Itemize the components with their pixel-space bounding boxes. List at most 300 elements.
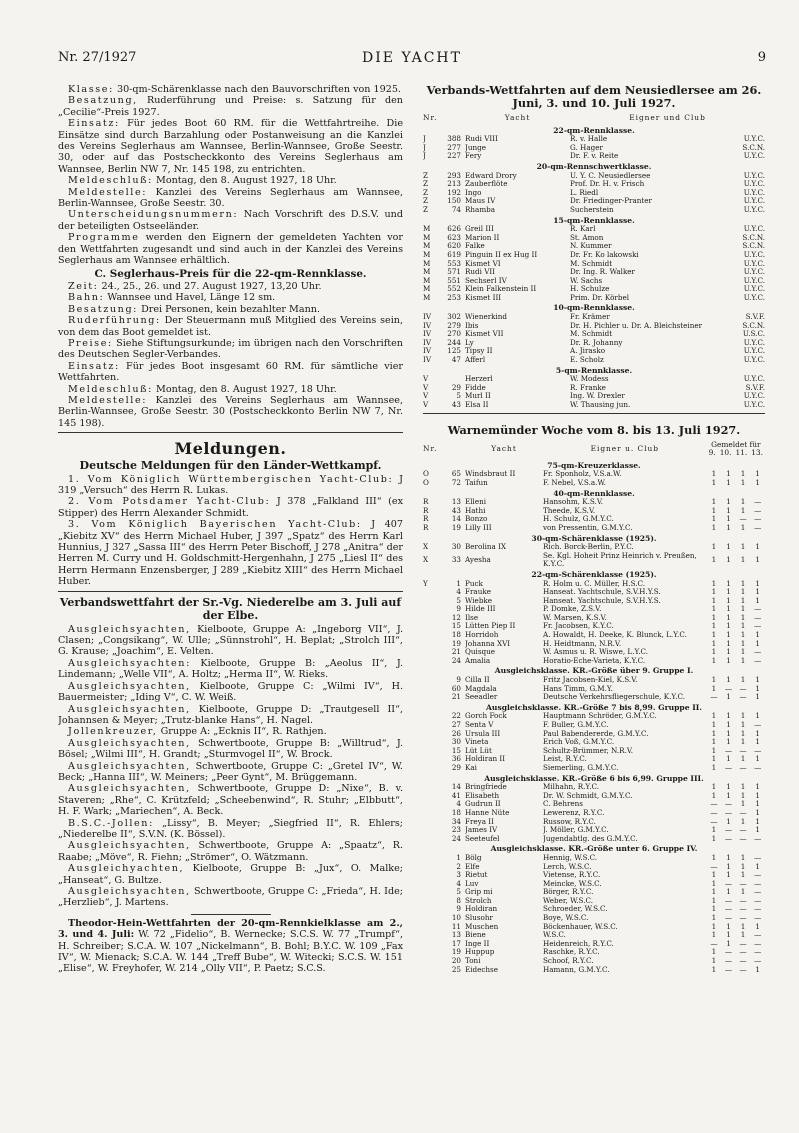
yacht-name: Kismet VI [465, 259, 501, 268]
entry-9: 1 [711, 470, 717, 479]
owner-club: Schoof, R.Y.C. [543, 957, 594, 966]
yacht-name: Bonzo [465, 515, 488, 524]
owner: R. Karl [570, 225, 596, 234]
sail-number: 74 [451, 205, 461, 214]
entry-11: 1 [740, 676, 746, 685]
entry-10: 1 [726, 605, 731, 614]
paragraph-key: Preise: [68, 337, 113, 349]
entry-13: 1 [755, 862, 760, 871]
table-row [423, 401, 765, 410]
entry-9: 1 [711, 613, 717, 622]
class-row [423, 302, 765, 313]
sail-letter: IV [423, 330, 432, 339]
paragraph-text: Montag, den 8. August 1927, 18 Uhr. [152, 383, 337, 395]
sail-letter [423, 792, 441, 801]
table-row [423, 835, 765, 844]
paragraph [58, 519, 403, 587]
sail-number: 2 [456, 862, 461, 871]
entry-11: — [739, 746, 747, 755]
paragraph [58, 474, 403, 497]
paragraph-key: Jollenkreuzer, [68, 726, 158, 738]
sail-letter [423, 966, 441, 975]
sail-number: 1 [456, 853, 461, 862]
gemeldet-label: Gemeldet für [711, 439, 761, 449]
entry-9: 1 [711, 888, 717, 897]
entry-10: — [724, 914, 733, 923]
sail-number [441, 375, 465, 384]
paragraph [58, 726, 403, 737]
page-header [58, 50, 766, 72]
entry-13: — [754, 605, 762, 614]
club: U.Y.C. [743, 180, 765, 189]
sail-number: 227 [447, 152, 461, 161]
class-row [423, 533, 765, 544]
entry-11: — [739, 826, 747, 835]
sail-number: 12 [451, 613, 461, 622]
heading-neusiedlersee: Verbands-Wettfahrten auf dem Neusiedlersee am 26. Juni, 3. und 10. Juli 1927. [426, 84, 762, 110]
sail-letter: M [423, 268, 431, 277]
sail-letter [423, 931, 441, 940]
entry-10: 1 [726, 783, 731, 792]
entry-11: 1 [740, 648, 746, 657]
paragraph-text: Schwertboote, Gruppe A: „Spaatz“, R. Raabe; „Möve“, R. Fiehn; „Strömer“, O. Wätzmann. [58, 840, 403, 863]
owner: Dr. Ing. R. Walker [570, 268, 635, 277]
paragraph-key: 2. Vom Potsdamer Yacht-Club: [68, 496, 271, 508]
entry-11: — [739, 896, 747, 905]
sail-number: 11 [451, 922, 461, 931]
day-label: 13. [751, 448, 763, 458]
entry-9: 1 [711, 648, 717, 657]
sail-number: 18 [451, 808, 461, 817]
paragraph-text: J 378 „Falkland III“ (ex Stipper) des Herrn Alexander Schmidt. [58, 496, 403, 519]
owner-club: H. Schulz, G.M.Y.C. [543, 515, 614, 524]
owner-club: W. Asmus u. R. Wiswe, L.Y.C. [543, 648, 649, 657]
table-row [423, 940, 765, 949]
paragraph-text: Ruderführung und Preise: s. Satzung für den „Cecilie“-Preis 1927. [58, 95, 403, 118]
entry-9: 1 [711, 871, 717, 880]
entry-11: — [739, 763, 747, 772]
club: U.Y.C. [743, 293, 765, 302]
table-row [423, 747, 765, 756]
owner-club: Meincke, W.S.C. [543, 879, 602, 888]
entry-13: — [754, 523, 762, 532]
sail-letter: V [423, 375, 429, 384]
entry-10: 1 [726, 631, 731, 640]
owner: Ing. W. Drexler [570, 392, 625, 401]
entry-13: 1 [755, 588, 760, 597]
paragraph-text: Der Steuermann muß Mitglied des Vereins sein, von dem das Boot gemeldet ist. [58, 315, 403, 338]
entry-13: — [754, 957, 762, 966]
paragraph-key: Ausgleichsyachten, [68, 783, 191, 795]
club: U.Y.C. [743, 171, 765, 180]
entry-9: 1 [711, 712, 717, 721]
entry-10: — [724, 879, 733, 888]
sail-number: 270 [447, 330, 461, 339]
entry-10: — [724, 684, 733, 693]
yacht-name: Ayesha [465, 555, 491, 565]
table-header-row [423, 113, 765, 125]
yacht-name: Senta V [465, 721, 494, 729]
left-column [58, 84, 403, 1084]
yacht-name: Horridoh [465, 631, 499, 640]
paragraph [58, 681, 403, 704]
sail-letter [423, 826, 441, 835]
sail-number: 22 [451, 712, 461, 721]
sail-number: 9 [456, 605, 461, 614]
col-owner: Eigner und Club [629, 113, 706, 122]
class-name: 30-qm-Schärenklasse (1925). [531, 533, 657, 543]
owner-club: A. Howaldt, H. Deeke, K. Blunck, L.Y.C. [543, 631, 687, 640]
yacht-name: Amalia [465, 656, 491, 665]
entry-9: 1 [711, 721, 717, 729]
entry-11: 1 [740, 791, 746, 800]
entry-10: 1 [726, 693, 731, 702]
owner: Dr. H. Pichler u. Dr. A. Bleichsteiner [570, 321, 703, 330]
sail-letter [423, 738, 441, 747]
entry-13: — [754, 853, 762, 862]
paragraph-text: Kielboote, Gruppe B: „Aeolus II“, J. Lindemann; „Welle VII“, A. Holtz; „Herma II“, W. Rieks. [58, 657, 403, 681]
yacht-name: Rudi VII [465, 268, 496, 277]
table-row [423, 888, 765, 897]
table-row [423, 356, 765, 365]
paragraph [58, 624, 403, 658]
sail-letter: Z [423, 171, 428, 180]
entry-13: 1 [755, 596, 760, 605]
col-owner: Eigner u. Club [590, 443, 660, 453]
entry-13: 1 [755, 478, 760, 487]
paragraph [58, 704, 403, 727]
paragraph [58, 496, 403, 519]
entry-11: 1 [740, 478, 746, 487]
sail-number: 24 [451, 656, 461, 665]
entry-13: — [754, 498, 762, 507]
entry-11: 1 [740, 755, 746, 764]
club: S.V.F. [745, 383, 765, 392]
table-row [423, 515, 765, 524]
yacht-name: Junge [465, 143, 486, 152]
sail-number: 33 [451, 555, 461, 565]
table-row [423, 180, 765, 189]
entry-13: — [754, 939, 762, 948]
sail-letter [423, 914, 441, 923]
sail-number: 620 [447, 242, 461, 251]
owner-club: Hennig, W.S.C. [543, 853, 598, 862]
yacht-name: Grip mi [465, 888, 493, 897]
sail-letter: R [423, 515, 429, 524]
sail-letter [423, 940, 441, 949]
table-row [423, 721, 765, 730]
entry-11: 1 [740, 596, 746, 605]
entry-11: 1 [740, 862, 746, 871]
class-name: 20-qm-Rennschwertklasse. [536, 161, 652, 171]
entry-13: 1 [755, 791, 760, 800]
entry-9: 1 [711, 834, 717, 843]
yacht-name: Taifun [465, 478, 488, 487]
paragraph-key: Unterscheidungsnummern: [68, 209, 239, 221]
entry-13: — [754, 656, 762, 665]
entry-11: — [739, 914, 747, 923]
neusiedlersee-table [423, 113, 765, 410]
yacht-name: Windsbraut II [465, 470, 516, 479]
owner: Fr. Krämer [570, 313, 610, 322]
sail-number: 552 [447, 285, 461, 294]
paragraph [58, 281, 403, 292]
entry-13: 1 [755, 693, 760, 702]
table-row [423, 524, 765, 533]
yacht-name: Kai [465, 763, 477, 772]
sail-number: 43 [451, 401, 461, 409]
table-row [423, 914, 765, 923]
yacht-name: Afferl [465, 356, 486, 365]
entry-9: 1 [711, 729, 717, 738]
entry-9: 1 [711, 478, 717, 487]
entry-11: 1 [740, 931, 746, 940]
yacht-name: Elfe [465, 862, 480, 871]
owner-club: von Pressentin, G.M.Y.C. [543, 523, 633, 532]
sail-number: 551 [447, 276, 461, 285]
sail-number: 29 [451, 383, 461, 392]
owner: W. Thausing jun. [570, 401, 631, 409]
table-row [423, 260, 765, 269]
owner-club: Hauptmann Schröder, G.M.Y.C. [543, 712, 657, 721]
sail-letter: V [423, 392, 429, 401]
owner-club: Paul Babendererde, G.M.Y.C. [543, 729, 649, 738]
class-name: 15-qm-Rennklasse. [553, 215, 635, 225]
entry-10: 1 [726, 853, 731, 862]
entry-9: 1 [711, 957, 717, 966]
yacht-name: Lüt Lüt [465, 746, 492, 755]
entry-11: 1 [740, 622, 746, 631]
sail-letter [423, 614, 441, 623]
entry-9: 1 [711, 853, 717, 862]
table-row [423, 234, 765, 243]
sail-letter [423, 923, 441, 932]
entry-11: 1 [740, 800, 746, 809]
entry-11: — [739, 808, 747, 817]
heading-warnemuende: Warnemünder Woche vom 8. bis 13. Juli 1927. [447, 422, 741, 437]
entry-9: 1 [711, 515, 717, 524]
class-row [423, 161, 765, 172]
entry-9: 1 [711, 922, 717, 931]
paragraph-text: Schwertboote, Gruppe B: „Willtrud“, J. Bösel; „Wilmi III“, H. Grandt; „Sturmvogel II“, W. Brock. [58, 737, 403, 761]
table-row [423, 330, 765, 339]
paragraph-key: 3. Vom Königlich Bayerischen Yacht-Club: [68, 519, 362, 531]
table-row [423, 640, 765, 649]
entry-11: 1 [740, 783, 746, 792]
club: U.Y.C. [743, 356, 765, 365]
table-header-row [423, 440, 765, 460]
sail-number: 36 [451, 755, 461, 764]
warnemuende-table [423, 440, 765, 975]
sail-number: 24 [451, 834, 461, 843]
sail-letter: O [423, 470, 429, 479]
entry-11: — [739, 834, 747, 843]
sail-letter: Z [423, 197, 428, 206]
entry-9: 1 [711, 596, 717, 605]
sail-number: 15 [451, 746, 461, 755]
entry-10: 1 [726, 478, 731, 487]
paragraph [58, 783, 403, 817]
entry-13: 1 [755, 922, 760, 931]
yacht-name: Freya II [465, 817, 494, 826]
table-row [423, 826, 765, 835]
entry-11: — [739, 905, 747, 914]
sail-letter: J [423, 143, 426, 152]
yacht-name: Sechserl IV [465, 276, 507, 285]
paragraph-text: Kielboote, Gruppe C: „Wilmi IV“, H. Bauermeister; „Iding V“, C. W. Weiß. [58, 680, 403, 704]
yacht-name: Klein Falkenstein II [465, 285, 537, 294]
sail-letter [423, 854, 441, 863]
club: U.Y.C. [743, 225, 765, 234]
club: U.Y.C. [743, 338, 765, 347]
yacht-name: Puck [465, 579, 483, 588]
paragraph-text: Kanzlei des Vereins Seglerhaus am Wannsee, Berlin-Wannsee, Große Seestr. 30 (Postscheckkonto Berlin NW 7, Nr. 145 198). [58, 394, 403, 429]
owner-club: Dr. W. Schmidt, G.M.Y.C. [543, 791, 633, 800]
sail-letter: R [423, 506, 429, 515]
heading-hein: Theodor-Hein-Wettfahrten der 20-qm-Rennkielklasse am 2., 3. und 4. Juli: [58, 917, 403, 941]
entry-11: 1 [740, 631, 746, 640]
sail-number: 17 [451, 939, 461, 948]
entry-10: 1 [726, 888, 731, 897]
sail-letter: Y [423, 579, 428, 588]
owner-club: F. Buller, G.M.Y.C. [543, 721, 609, 729]
sail-number: 5 [456, 596, 461, 605]
entry-13: 1 [755, 808, 760, 817]
yacht-name: Wienerkind [465, 313, 508, 322]
sail-letter: M [423, 259, 431, 268]
yacht-name: Tipsy II [465, 347, 493, 356]
class-name: Ausgleichsklasse. KR.-Größe über 9. Gruppe I. [494, 666, 694, 676]
rules-section-22qm [58, 281, 403, 429]
table-row [423, 384, 765, 393]
sail-number: 244 [447, 338, 461, 347]
owner: M. Schmidt [570, 330, 613, 339]
day-label: 11. [735, 448, 748, 458]
paragraph [58, 886, 403, 909]
sail-letter [423, 863, 441, 872]
owner-club: Hanseat. Yachtschule, S.V.H.Y.S. [543, 596, 661, 605]
yacht-name: Bölg [465, 853, 482, 862]
paragraph-key: Meldeschluß: [68, 383, 153, 395]
entry-13: 1 [755, 676, 760, 685]
paragraph [58, 84, 403, 95]
club: U.Y.C. [743, 268, 765, 277]
yacht-name: Fidde [465, 383, 486, 392]
entry-13: 1 [755, 712, 760, 721]
entry-13: 1 [755, 826, 760, 835]
class-row [423, 460, 765, 471]
paragraph-text: Für jedes Boot 60 RM. für die Wettfahrtreihe. Die Einsätze sind durch Barzahlung oder Postanweisung an die Kanzlei des Vereins Seglerhaus am Wannsee, Berlin-Wannsee, Große Seestr. 30, oder auf das Postscheckkonto des Vereins Seglerhaus am Wannsee, Berlin NW 7, Nr. 145 198, zu entrichten. [58, 118, 403, 175]
paragraph-key: Klasse: [68, 84, 114, 95]
entry-11: 1 [740, 871, 746, 880]
owner: Dr. Fr. Ko lakowski [570, 250, 639, 259]
yacht-name: Rietut [465, 871, 488, 880]
sail-number: 5 [456, 392, 461, 401]
paragraph-key: Einsatz: [68, 360, 120, 372]
class-row [423, 125, 765, 136]
owner-club: Hansohm, K.S.V. [543, 498, 604, 507]
entry-10: 1 [726, 588, 731, 597]
paragraph [58, 304, 403, 315]
owner-club: Vietense, R.Y.C. [543, 871, 601, 880]
class-row [423, 843, 765, 854]
table-row [423, 957, 765, 966]
owner-club: Hanseat. Yachtschule, S.V.H.Y.S. [543, 588, 661, 597]
owner-club: Weber, W.S.C. [543, 896, 594, 905]
yacht-name: Strolch [465, 896, 492, 905]
entry-11: 1 [740, 506, 746, 515]
yacht-name: Zauberflöte [465, 180, 508, 189]
owner-club: Hamann, G.M.Y.C. [543, 965, 610, 974]
yacht-name: Elleni [465, 498, 487, 507]
sail-number: 26 [451, 729, 461, 738]
paragraph-text: Kanzlei des Vereins Seglerhaus am Wannsee, Berlin-Wannsee, Große Seestr. 30. [58, 186, 403, 210]
club: S.C.N. [742, 242, 765, 251]
table-row [423, 242, 765, 251]
owner: R. v. Halle [570, 135, 608, 144]
paragraph-key: Ausgleichsyachten, [68, 760, 191, 772]
yacht-name: Seeadler [465, 693, 498, 702]
club: S.C.N. [742, 233, 765, 242]
club: U.Y.C. [743, 392, 765, 401]
table-row [423, 657, 765, 666]
entry-10: — [724, 965, 733, 974]
owner-club: R. Holm u. C. Müller, H.S.C. [543, 579, 646, 588]
entry-9: 1 [711, 656, 717, 665]
entry-9: 1 [711, 783, 717, 792]
entry-9: — [710, 862, 718, 871]
paragraph [58, 118, 403, 175]
club: U.Y.C. [743, 375, 765, 384]
yacht-name: Kismet VII [465, 330, 504, 339]
sail-letter [423, 897, 441, 906]
yacht-name: Maus IV [465, 197, 496, 206]
table-row [423, 588, 765, 597]
entry-11: 1 [740, 523, 746, 532]
sail-number: 13 [451, 498, 461, 507]
sail-number: 279 [447, 321, 461, 330]
niederelbe-entries [58, 624, 403, 909]
heading-niederelbe: Verbandswettfahrt der Sr.-Vg. Niederelbe am 3. Juli auf der Elbe. [59, 595, 402, 622]
yacht-name: Murl II [465, 392, 491, 401]
entry-10: 1 [726, 656, 731, 665]
owner-club: Lewerenz, R.Y.C. [543, 808, 605, 817]
paragraph-key: Ausgleichsyachten, [68, 840, 191, 852]
yacht-name: Lilly III [465, 523, 492, 532]
owner-club: Fr. Sponholz, V.S.a.W. [543, 470, 622, 479]
table-row [423, 676, 765, 685]
entry-10: 1 [726, 470, 731, 479]
entry-11: — [739, 939, 747, 948]
sail-letter [423, 648, 441, 657]
entry-11: 1 [740, 613, 746, 622]
entry-9: 1 [711, 523, 717, 532]
owner-club: Russow, R.Y.C. [543, 817, 596, 826]
entry-10: 1 [726, 817, 731, 826]
entry-9: 1 [711, 579, 717, 588]
owner-club: Milhahn, R.Y.C. [543, 783, 600, 792]
sail-letter: IV [423, 347, 432, 356]
entry-10: 1 [726, 721, 731, 729]
yacht-name: Berolina IX [465, 543, 507, 552]
sail-number: 388 [447, 135, 461, 144]
owner: Dr. F. v. Reite [570, 152, 619, 161]
class-row [423, 773, 765, 784]
paragraph [58, 361, 403, 384]
table-row [423, 923, 765, 932]
sail-letter [423, 957, 441, 966]
entry-9: 1 [711, 948, 717, 957]
